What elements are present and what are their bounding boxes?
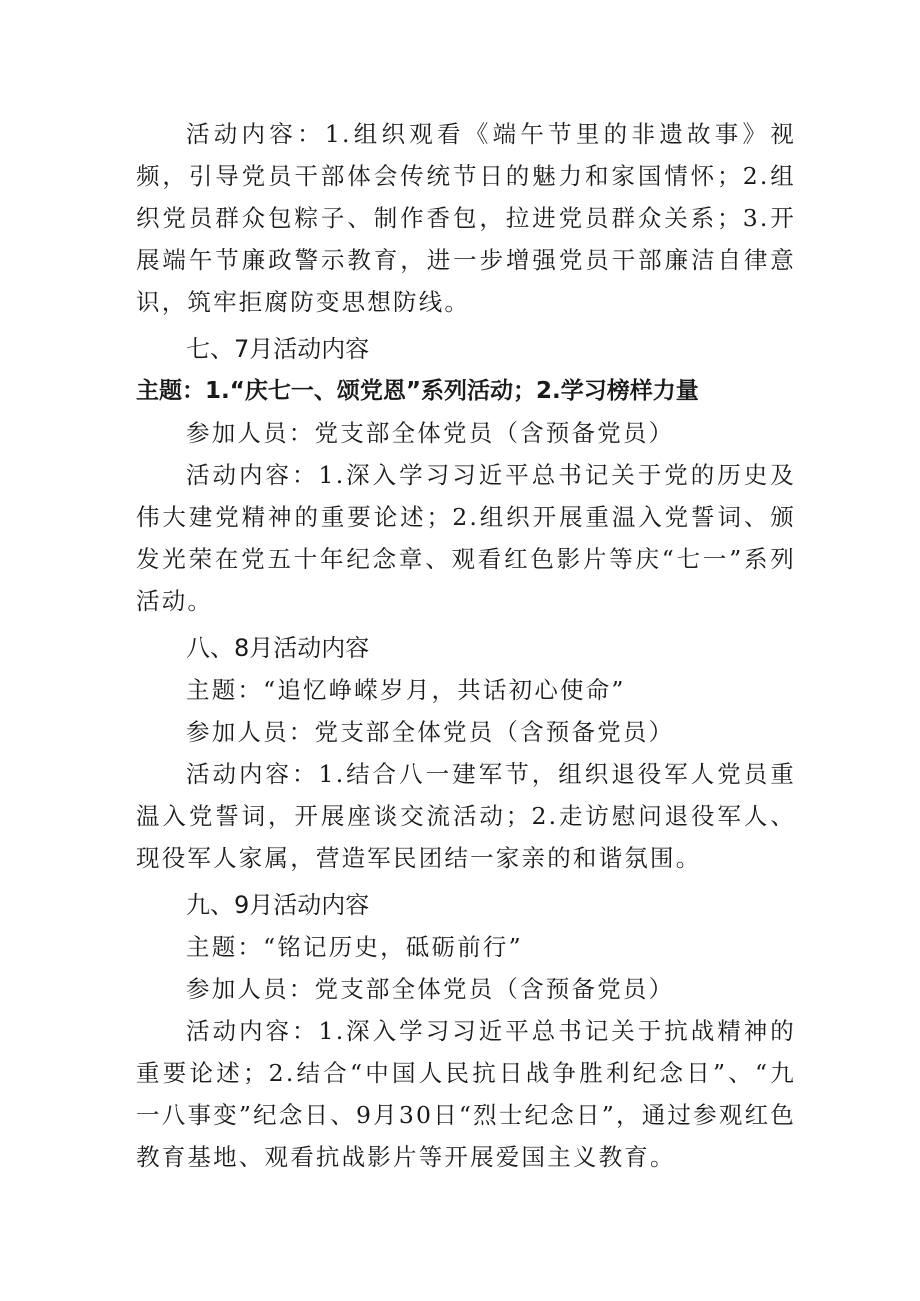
section-8-participants: 参加人员：党支部全体党员（含预备党员） — [186, 718, 675, 746]
section-9-participants: 参加人员：党支部全体党员（含预备党员） — [186, 975, 675, 1003]
section-8-theme: 主题：“追忆峥嵘岁月，共话初心使命” — [186, 676, 626, 704]
section-9-theme: 主题：“铭记历史，砥砺前行” — [186, 933, 523, 961]
june-activity-content: 活动内容：1.组织观看《端午节里的非遗故事》视频，引导党员干部体会传统节日的魅力和家国情怀；2.组织党员群众包粽子、制作香包，拉进党员群众关系；3.开展端午节廉政警示教育，进一步增强党员干部廉洁自律意识，筑牢拒腐防变思想防线。 — [136, 120, 796, 316]
section-9-heading: 九、9月活动内容 — [186, 891, 370, 919]
document-body — [136, 113, 796, 1178]
section-7-heading: 七、7月活动内容 — [186, 335, 370, 363]
section-8-heading: 八、8月活动内容 — [186, 634, 370, 662]
section-7-content: 活动内容：1.深入学习习近平总书记关于党的历史及伟大建党精神的重要论述；2.组织开展重温入党誓词、颁发光荣在党五十年纪念章、观看红色影片等庆“七一”系列活动。 — [136, 461, 796, 615]
section-9-content: 活动内容：1.深入学习习近平总书记关于抗战精神的重要论述；2.结合“中国人民抗日战争胜利纪念日”、“九一八事变”纪念日、9月30日“烈士纪念日”，通过参观红色教育基地、观看抗战影片等开展爱国主义教育。 — [136, 1017, 796, 1171]
section-7-theme: 主题：1.“庆七一、颂党恩”系列活动；2.学习榜样力量 — [136, 378, 699, 404]
section-8-content: 活动内容：1.结合八一建军节，组织退役军人党员重温入党誓词，开展座谈交流活动；2.走访慰问退役军人、现役军人家属，营造军民团结一家亲的和谐氛围。 — [136, 760, 796, 872]
section-7-participants: 参加人员：党支部全体党员（含预备党员） — [186, 419, 675, 447]
